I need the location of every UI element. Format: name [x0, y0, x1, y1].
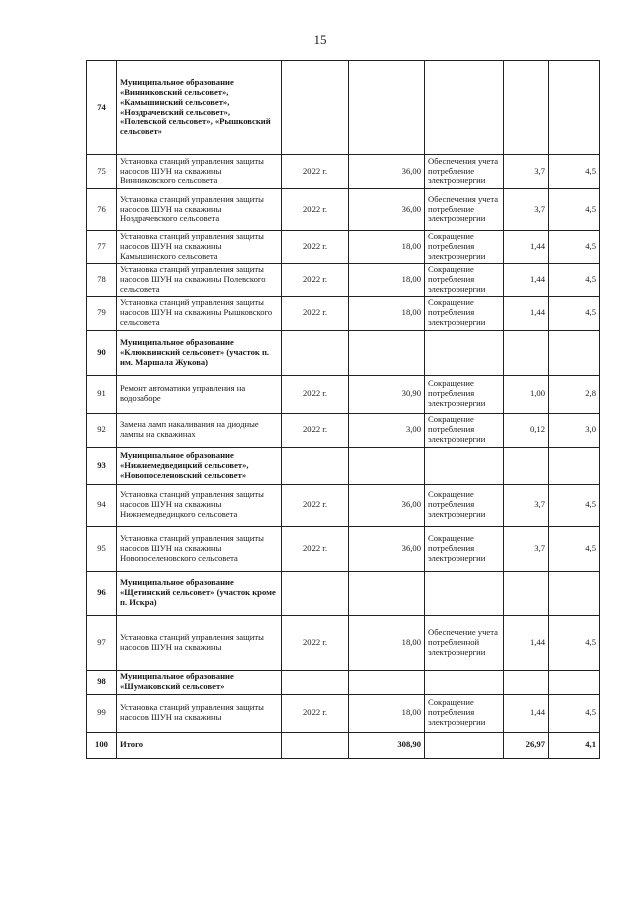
page-number: 15: [313, 32, 327, 47]
effect-cell: [425, 447, 504, 484]
effect-cell: Обеспечения учета потребление электроэнергии: [425, 189, 504, 231]
cost-cell: 36,00: [349, 189, 425, 231]
effect-cell: [425, 330, 504, 375]
value-cell: 4,5: [549, 155, 600, 189]
value-cell: 4,5: [549, 189, 600, 231]
table-row: [87, 694, 600, 732]
row-number: 78: [87, 263, 117, 296]
row-number: 95: [87, 526, 117, 571]
org-name: Муниципальное образование «Нижнемедведицкий сельсовет», «Новопоселеновский сельсовет»: [117, 447, 282, 484]
row-number: 77: [87, 231, 117, 264]
row-number: 99: [87, 694, 117, 732]
cost-cell: 18,00: [349, 615, 425, 670]
year-cell: 2022 г.: [282, 231, 349, 264]
value-cell: 4,5: [549, 694, 600, 732]
value-cell: 0,12: [504, 413, 549, 447]
table-row: [87, 484, 600, 526]
value-cell: [504, 670, 549, 694]
value-cell: [549, 330, 600, 375]
measure-name: Установка станций управления защиты насосов ШУН на скважины Полевского сельсовета: [117, 263, 282, 296]
value-cell: 3,7: [504, 484, 549, 526]
effect-cell: Сокращение потребления электроэнергии: [425, 526, 504, 571]
table-row: [87, 413, 600, 447]
value-cell: 4,5: [549, 263, 600, 296]
year-cell: [282, 61, 349, 155]
cost-cell: 36,00: [349, 484, 425, 526]
value-cell: [549, 571, 600, 615]
value-cell: 3,7: [504, 189, 549, 231]
year-cell: [282, 670, 349, 694]
effect-cell: Сокращение потребления электроэнергии: [425, 413, 504, 447]
row-number: 79: [87, 296, 117, 330]
value-cell: 2,8: [549, 375, 600, 413]
org-name: Муниципальное образование «Шумаковский сельсовет»: [117, 670, 282, 694]
value-cell: [504, 330, 549, 375]
effect-cell: [425, 732, 504, 758]
row-number: 94: [87, 484, 117, 526]
measure-name: Замена ламп накаливания на диодные лампы на скважинах: [117, 413, 282, 447]
table-row: [87, 526, 600, 571]
row-number: 91: [87, 375, 117, 413]
measure-name: Установка станций управления защиты насосов ШУН на скважины: [117, 615, 282, 670]
cost-cell: 3,00: [349, 413, 425, 447]
table-row: [87, 263, 600, 296]
year-cell: 2022 г.: [282, 155, 349, 189]
cost-cell: [349, 571, 425, 615]
value-cell: 4,1: [549, 732, 600, 758]
cost-cell: 18,00: [349, 263, 425, 296]
value-cell: [549, 447, 600, 484]
value-cell: [504, 571, 549, 615]
row-number: 74: [87, 61, 117, 155]
row-number: 100: [87, 732, 117, 758]
measure-name: Установка станций управления защиты насосов ШУН на скважины Ноздрачевского сельсовета: [117, 189, 282, 231]
effect-cell: Обеспечение учета потребленной электроэнергии: [425, 615, 504, 670]
value-cell: 1,44: [504, 231, 549, 264]
value-cell: 1,44: [504, 694, 549, 732]
cost-cell: 30,90: [349, 375, 425, 413]
table-row: [87, 615, 600, 670]
value-cell: 3,0: [549, 413, 600, 447]
year-cell: [282, 447, 349, 484]
effect-cell: Сокращение потребления электроэнергии: [425, 375, 504, 413]
value-cell: 1,44: [504, 615, 549, 670]
measure-name: Установка станций управления защиты насосов ШУН на скважины Рышковского сельсовета: [117, 296, 282, 330]
org-name: Муниципальное образование «Щетинский сельсовет» (участок кроме п. Искра): [117, 571, 282, 615]
effect-cell: Сокращение потребления электроэнергии: [425, 694, 504, 732]
value-cell: [504, 61, 549, 155]
effect-cell: Сокращение потребления электроэнергии: [425, 263, 504, 296]
value-cell: 1,44: [504, 263, 549, 296]
year-cell: [282, 732, 349, 758]
measure-name: Ремонт автоматики управления на водозаборе: [117, 375, 282, 413]
effect-cell: [425, 670, 504, 694]
org-row: [87, 61, 600, 155]
value-cell: 1,44: [504, 296, 549, 330]
year-cell: 2022 г.: [282, 263, 349, 296]
cost-cell: [349, 670, 425, 694]
value-cell: 4,5: [549, 484, 600, 526]
effect-cell: [425, 61, 504, 155]
year-cell: 2022 г.: [282, 484, 349, 526]
table-row: [87, 231, 600, 264]
org-name: Муниципальное образование «Винниковский сельсовет», «Камышинский сельсовет», «Ноздрачевский сельсовет», «Полевской сельсовет», «Рышковский сельсовет»: [117, 61, 282, 155]
effect-cell: Сокращение потребления электроэнергии: [425, 296, 504, 330]
cost-cell: [349, 447, 425, 484]
value-cell: 3,7: [504, 526, 549, 571]
effect-cell: [425, 571, 504, 615]
effect-cell: Обеспечения учета потребление электроэнергии: [425, 155, 504, 189]
org-row: [87, 447, 600, 484]
cost-cell: 308,90: [349, 732, 425, 758]
year-cell: 2022 г.: [282, 526, 349, 571]
cost-cell: 36,00: [349, 155, 425, 189]
measures-table: [86, 60, 600, 759]
year-cell: 2022 г.: [282, 694, 349, 732]
row-number: 96: [87, 571, 117, 615]
value-cell: 3,7: [504, 155, 549, 189]
effect-cell: Сокращение потребления электроэнергии: [425, 231, 504, 264]
measure-name: Установка станций управления защиты насосов ШУН на скважины Нижнемедведицкого сельсовета: [117, 484, 282, 526]
row-number: 93: [87, 447, 117, 484]
row-number: 97: [87, 615, 117, 670]
row-number: 76: [87, 189, 117, 231]
measure-name: Установка станций управления защиты насосов ШУН на скважины: [117, 694, 282, 732]
row-number: 90: [87, 330, 117, 375]
table-row: [87, 375, 600, 413]
cost-cell: 18,00: [349, 231, 425, 264]
row-number: 98: [87, 670, 117, 694]
value-cell: 4,5: [549, 526, 600, 571]
value-cell: 4,5: [549, 615, 600, 670]
value-cell: 1,00: [504, 375, 549, 413]
table-body: [87, 61, 600, 759]
value-cell: [504, 447, 549, 484]
measure-name: Итого: [117, 732, 282, 758]
table-row: [87, 189, 600, 231]
measure-name: Установка станций управления защиты насосов ШУН на скважины Камышинского сельсовета: [117, 231, 282, 264]
effect-cell: Сокращение потребления электроэнергии: [425, 484, 504, 526]
row-number: 75: [87, 155, 117, 189]
value-cell: 4,5: [549, 231, 600, 264]
cost-cell: 18,00: [349, 694, 425, 732]
value-cell: [549, 670, 600, 694]
org-row: [87, 571, 600, 615]
value-cell: 26,97: [504, 732, 549, 758]
year-cell: [282, 571, 349, 615]
cost-cell: 36,00: [349, 526, 425, 571]
cost-cell: 18,00: [349, 296, 425, 330]
year-cell: [282, 330, 349, 375]
value-cell: [549, 61, 600, 155]
year-cell: 2022 г.: [282, 189, 349, 231]
cost-cell: [349, 61, 425, 155]
year-cell: 2022 г.: [282, 615, 349, 670]
org-row: [87, 330, 600, 375]
measure-name: Установка станций управления защиты насосов ШУН на скважины Новопоселеновского сельсовета: [117, 526, 282, 571]
year-cell: 2022 г.: [282, 413, 349, 447]
cost-cell: [349, 330, 425, 375]
measure-name: Установка станций управления защиты насосов ШУН на скважины Винниковского сельсовета: [117, 155, 282, 189]
year-cell: 2022 г.: [282, 375, 349, 413]
org-row: [87, 670, 600, 694]
row-number: 92: [87, 413, 117, 447]
year-cell: 2022 г.: [282, 296, 349, 330]
org-name: Муниципальное образование «Клюквинский сельсовет» (участок п. им. Маршала Жукова): [117, 330, 282, 375]
total-row: [87, 732, 600, 758]
table-row: [87, 296, 600, 330]
table-row: [87, 155, 600, 189]
value-cell: 4,5: [549, 296, 600, 330]
